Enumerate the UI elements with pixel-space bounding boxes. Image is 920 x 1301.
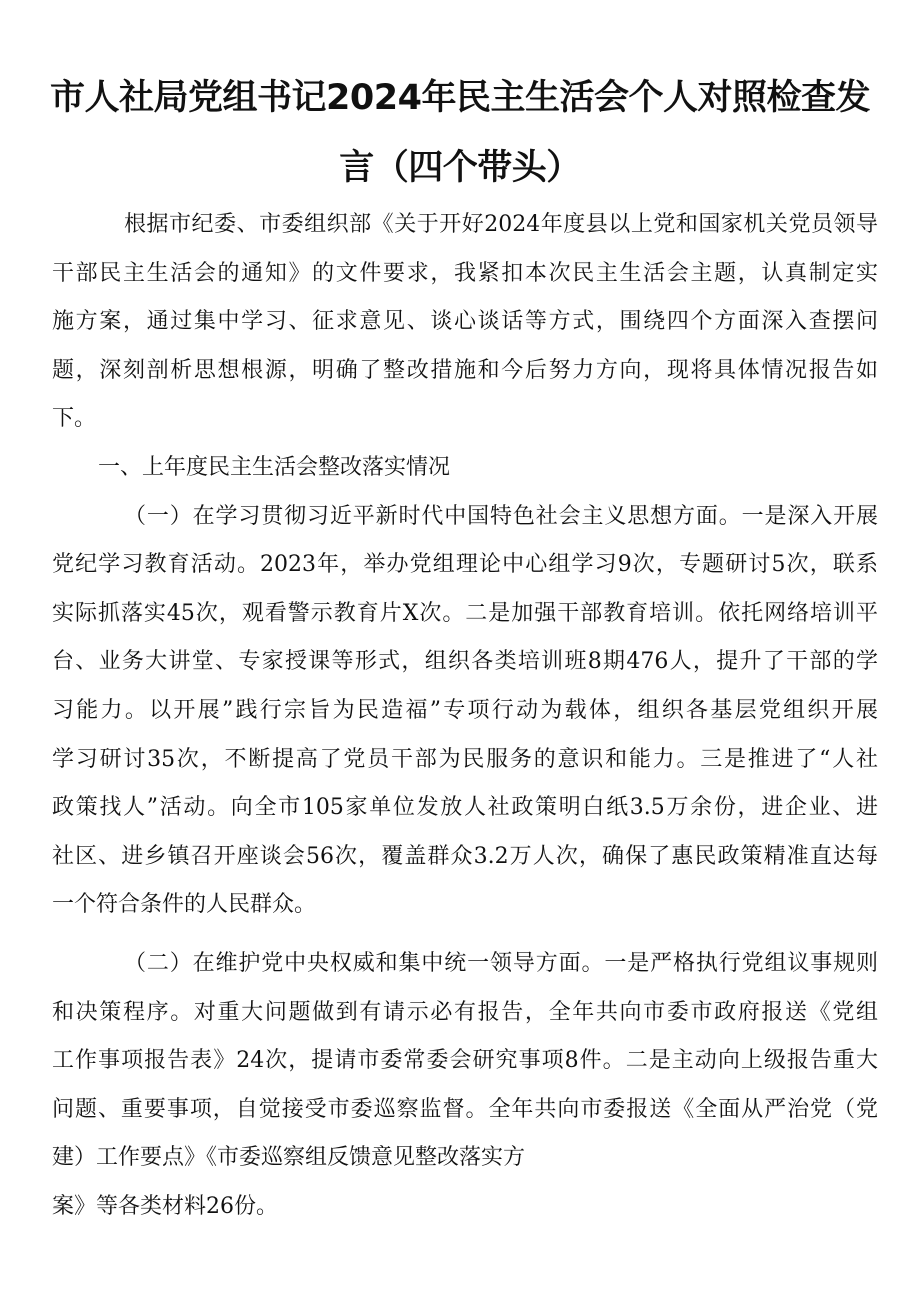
sub1-line: 实际抓落实45次，观看警示教育片X次。二是加强干部教育培训。依托网络培训平 xyxy=(52,600,878,626)
sub2-line: 工作事项报告表》24次，提请市委常委会研究事项8件。二是主动向上级报告重大 xyxy=(52,1048,878,1074)
intro-line: 干部民主生活会的通知》的文件要求，我紧扣本次民主生活会主题，认真制定实 xyxy=(52,260,878,286)
sub2-line: 建）工作要点》《市委巡察组反馈意见整改落实方 xyxy=(52,1145,526,1171)
intro-line: 根据市纪委、市委组织部《关于开好2024年度县以上党和国家机关党员领导 xyxy=(124,212,878,237)
document-body xyxy=(52,201,878,1231)
sub2-line: 案》等各类材料26份。 xyxy=(52,1193,278,1219)
sub1-line: 一个符合条件的人民群众。 xyxy=(52,892,317,918)
section-1-heading: 一、上年度民主生活会整改落实情况 xyxy=(98,454,451,480)
sub1-line: 习能力。以开展”践行宗旨为民造福”专项行动为载体，组织各基层党组织开展 xyxy=(52,697,878,723)
document-title-line-2: 言（四个带头） xyxy=(339,148,581,188)
sub1-line: 党纪学习教育活动。2023年，举办党组理论中心组学习9次，专题研讨5次，联系 xyxy=(52,552,878,578)
sub1-line: （一）在学习贯彻习近平新时代中国特色社会主义思想方面。一是深入开展 xyxy=(124,503,878,529)
sub1-line: 学习研讨35次，不断提高了党员干部为民服务的意识和能力。三是推进了“人社 xyxy=(52,746,878,772)
sub1-line: 政策找人”活动。向全市105家单位发放人社政策明白纸3.5万余份，进企业、进 xyxy=(52,795,878,821)
intro-line: 施方案，通过集中学习、征求意见、谈心谈话等方式，围绕四个方面深入查摆问 xyxy=(52,309,878,335)
sub1-line: 社区、进乡镇召开座谈会56次，覆盖群众3.2万人次，确保了惠民政策精准直达每 xyxy=(52,843,878,869)
sub2-line: （二）在维护党中央权威和集中统一领导方面。一是严格执行党组议事规则 xyxy=(124,950,878,976)
sub1-line: 台、业务大讲堂、专家授课等形式，组织各类培训班8期476人，提升了干部的学 xyxy=(52,649,878,675)
intro-line: 题，深刻剖析思想根源，明确了整改措施和今后努力方向，现将具体情况报告如 xyxy=(52,357,878,383)
intro-line: 下。 xyxy=(52,406,97,432)
sub2-line: 和决策程序。对重大问题做到有请示必有报告，全年共向市委市政府报送《党组 xyxy=(52,999,878,1025)
sub2-line: 问题、重要事项，自觉接受市委巡察监督。全年共向市委报送《全面从严治党（党 xyxy=(52,1096,878,1122)
document-title-line-1: 市人社局党组书记2024年民主生活会个人对照检查发 xyxy=(50,78,870,118)
